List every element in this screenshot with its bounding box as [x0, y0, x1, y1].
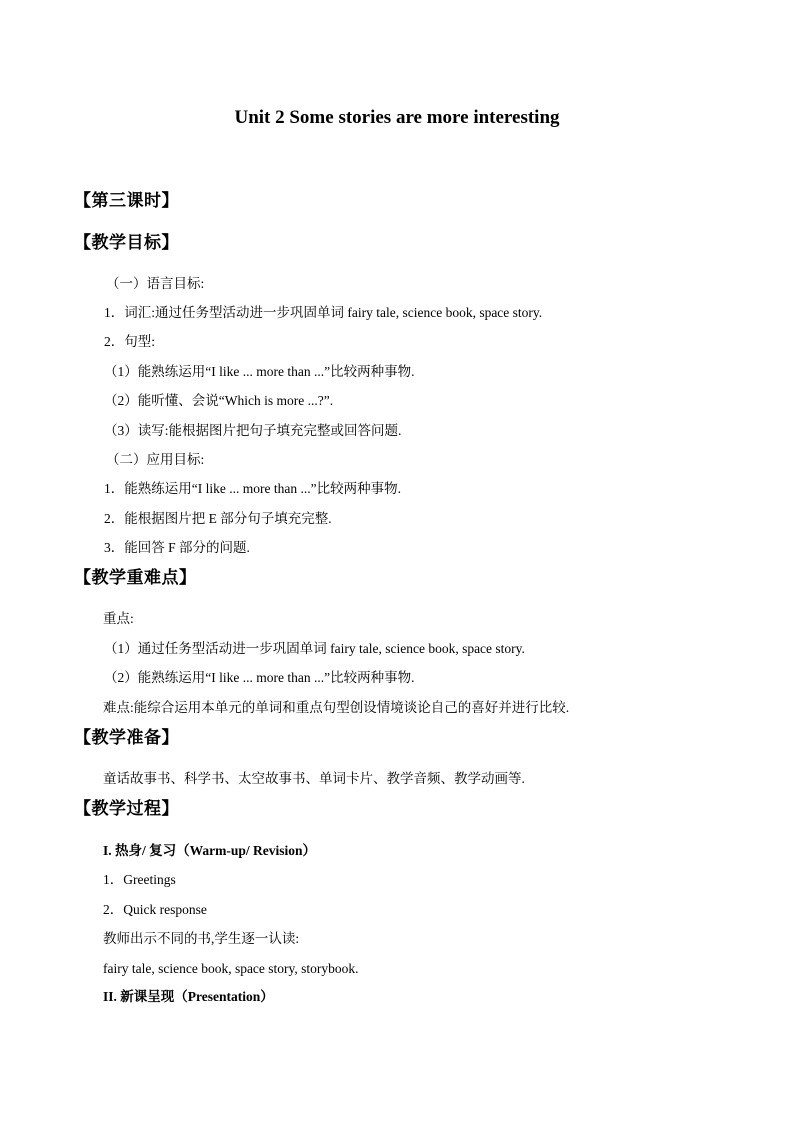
process-section-title: II. 新课呈现（Presentation）	[103, 989, 274, 1004]
objectives-line: （3）读写:能根据图片把句子填充完整或回答问题.	[104, 423, 402, 438]
objectives-line: （2）能听懂、会说“Which is more ...?”.	[104, 393, 334, 408]
key-points-line: 难点:能综合运用本单元的单词和重点句型创设情境谈论自己的喜好并进行比较.	[103, 700, 570, 715]
preparation-text: 童话故事书、科学书、太空故事书、单词卡片、教学音频、教学动画等.	[103, 771, 525, 786]
process-line: 教师出示不同的书,学生逐一认读:	[103, 931, 300, 946]
objectives-line: （1）能熟练运用“I like ... more than ...”比较两种事物.	[104, 364, 415, 379]
process-section-title: I. 热身/ 复习（Warm-up/ Revision）	[103, 843, 317, 858]
objectives-line: 2．句型:	[104, 334, 156, 349]
key-points-line: （1）通过任务型活动进一步巩固单词 fairy tale, science book, space story.	[104, 641, 525, 656]
lesson-label: 【第三课时】	[74, 191, 179, 211]
process-line: 2．Quick response	[103, 902, 207, 917]
objectives-line: （二）应用目标:	[106, 452, 205, 467]
process-heading: 【教学过程】	[74, 799, 179, 819]
objectives-line: 2．能根据图片把 E 部分句子填充完整.	[104, 511, 332, 526]
objectives-line: 3．能回答 F 部分的问题.	[104, 540, 250, 555]
process-line: 1．Greetings	[103, 872, 176, 887]
preparation-heading: 【教学准备】	[74, 728, 179, 748]
objectives-line: 1．能熟练运用“I like ... more than ...”比较两种事物.	[104, 481, 401, 496]
key-points-heading: 【教学重难点】	[74, 568, 197, 588]
process-line: fairy tale, science book, space story, storybook.	[103, 961, 359, 976]
objectives-line: 1．词汇:通过任务型活动进一步巩固单词 fairy tale, science book, space story.	[104, 305, 543, 320]
key-points-line: （2）能熟练运用“I like ... more than ...”比较两种事物.	[104, 670, 415, 685]
key-points-line: 重点:	[103, 611, 134, 626]
document-title: Unit 2 Some stories are more interesting	[234, 107, 560, 128]
objectives-line: （一）语言目标:	[106, 276, 205, 291]
objectives-heading: 【教学目标】	[74, 233, 179, 253]
